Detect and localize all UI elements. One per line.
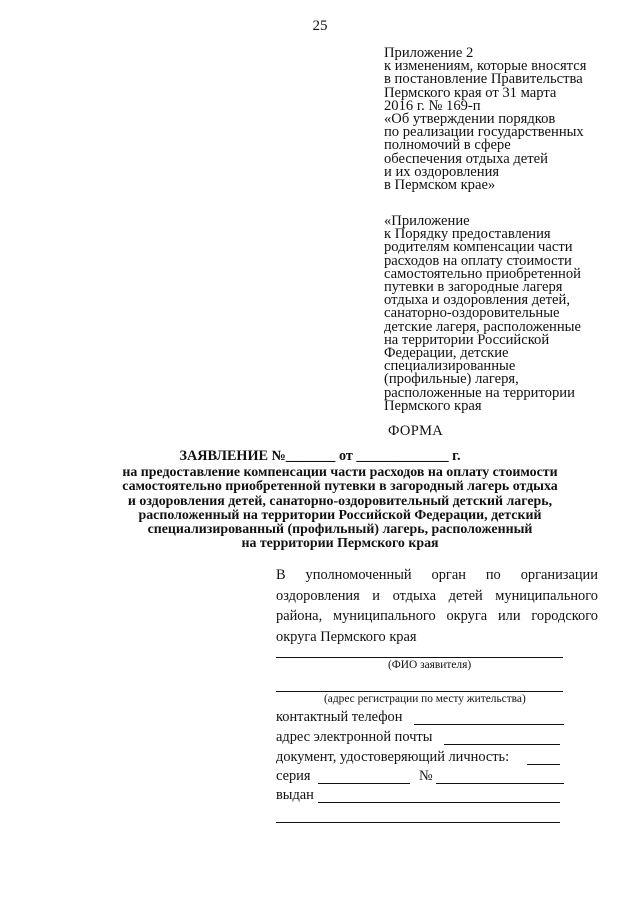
fio-input-line[interactable] [276, 657, 563, 658]
addressee-block [276, 565, 598, 647]
prilozhenie-line: путевки в загородные лагеря [384, 279, 563, 296]
fio-caption: (ФИО заявителя) [388, 659, 472, 671]
prilozhenie-line: детские лагеря, расположенные [384, 318, 581, 335]
appendix-line: в постановление Правительства [384, 71, 583, 88]
address-caption: (адрес регистрации по месту жительства) [324, 693, 526, 705]
application-heading: ЗАЯВЛЕНИЕ №_______ от _____________ г. [179, 448, 461, 464]
addressee-word: организации [520, 567, 598, 583]
appendix-line: Приложение 2 [384, 45, 474, 61]
addressee-line [276, 586, 598, 607]
prilozhenie-line: на территории Российской [384, 331, 550, 348]
number-label: № [419, 768, 433, 784]
addressee-word: уполномоченный [305, 567, 412, 583]
prilozhenie-note [384, 215, 581, 413]
prilozhenie-line: отдыха и оздоровления детей, [384, 292, 570, 309]
email-label: адрес электронной почты [276, 729, 433, 745]
application-title [60, 466, 620, 552]
addressee-word: городского [531, 608, 598, 624]
issued-input-line[interactable] [318, 802, 560, 803]
prilozhenie-line: «Приложение [384, 213, 470, 229]
email-input-line[interactable] [444, 744, 560, 745]
page-number: 25 [312, 18, 328, 34]
id-document-input-line[interactable] [527, 764, 560, 765]
addressee-word: В [276, 567, 286, 583]
issued-continuation-line[interactable] [276, 822, 560, 823]
appendix-line: «Об утверждении порядков [384, 111, 556, 128]
appendix-line: к изменениям, которые вносятся [384, 58, 587, 75]
address-input-line[interactable] [276, 691, 563, 692]
appendix-line: Пермского края от 31 марта [384, 84, 557, 101]
appendix-line: в Пермском крае» [384, 177, 496, 194]
prilozhenie-line: (профильные) лагеря, [384, 371, 519, 388]
prilozhenie-line: самостоятельно приобретенной [384, 265, 581, 282]
title-line: расположенный на территории Российской Федерации, детский [138, 507, 542, 523]
phone-input-line[interactable] [414, 724, 564, 725]
title-line: на территории Пермского края [241, 536, 439, 552]
form-label: ФОРМА [388, 423, 444, 439]
prilozhenie-line: расходов на оплату стоимости [384, 252, 572, 269]
appendix-line: обеспечения отдыха детей [384, 150, 548, 167]
prilozhenie-line: Федерации, детские [384, 345, 509, 362]
appendix-line: полномочий в сфере [384, 137, 511, 154]
addressee-line [276, 606, 598, 627]
addressee-word: округа [446, 608, 488, 624]
prilozhenie-line: к Порядку предоставления [384, 226, 551, 243]
addressee-line [276, 565, 598, 586]
appendix-line: 2016 г. № 169-п [384, 97, 481, 114]
phone-label: контактный телефон [276, 709, 403, 725]
addressee-line: округа Пермского края [276, 628, 417, 645]
addressee-word: района, [276, 608, 323, 624]
addressee-word: по [485, 567, 501, 583]
addressee-word: детей [448, 587, 483, 604]
addressee-word: муниципального [495, 587, 598, 604]
series-label: серия [276, 768, 311, 784]
addressee-word: отдыха [392, 587, 437, 604]
prilozhenie-line: санаторно-оздоровительные [384, 305, 560, 322]
appendix-note [384, 47, 586, 192]
addressee-word: и [372, 587, 380, 604]
appendix-line: и их оздоровления [384, 163, 500, 180]
title-line: специализированный (профильный) лагерь, расположенный [147, 522, 533, 538]
number-input-line[interactable] [436, 783, 564, 784]
addressee-word: орган [431, 567, 466, 583]
prilozhenie-line: родителям компенсации части [384, 239, 573, 256]
prilozhenie-line: расположенные на территории [384, 384, 575, 401]
prilozhenie-line: Пермского края [384, 397, 482, 414]
appendix-line: по реализации государственных [384, 124, 584, 141]
series-input-line[interactable] [318, 783, 410, 784]
addressee-word: или [497, 608, 521, 624]
addressee-word: оздоровления [276, 587, 360, 604]
title-line: и оздоровления детей, санаторно-оздоровительный детский лагерь, [127, 493, 553, 509]
issued-label: выдан [276, 787, 314, 803]
id-document-label: документ, удостоверяющий личность: [276, 749, 510, 765]
addressee-word: муниципального [332, 608, 436, 624]
title-line: самостоятельно приобретенной путевки в загородный лагерь отдыха [122, 479, 558, 495]
prilozhenie-line: специализированные [384, 358, 516, 375]
title-line: на предоставление компенсации части расходов на оплату стоимости [122, 465, 558, 480]
